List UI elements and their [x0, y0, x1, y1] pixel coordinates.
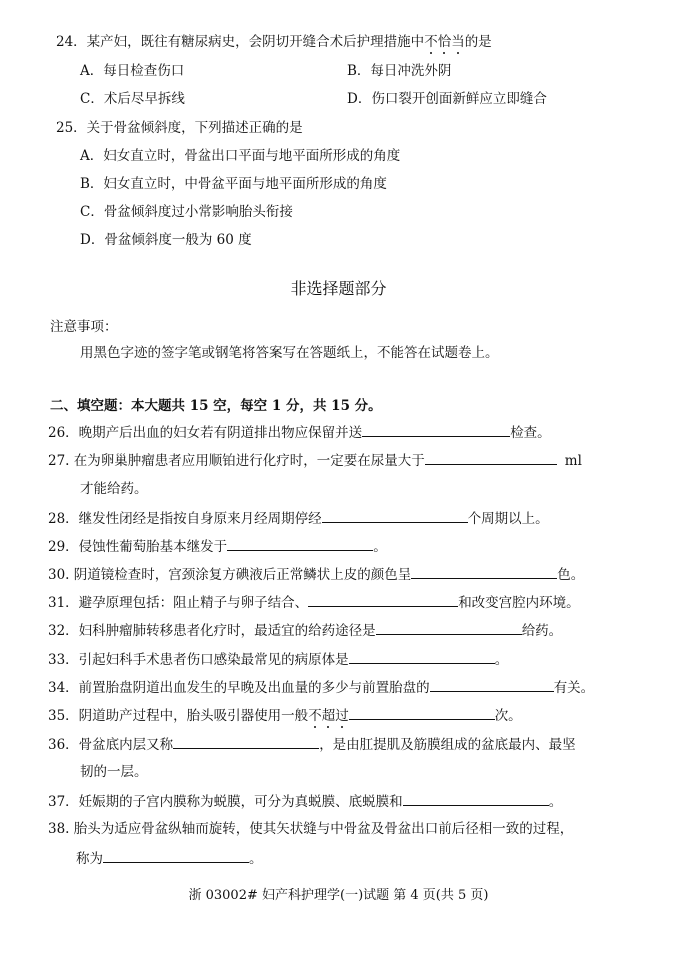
- answer-blank: [362, 423, 510, 437]
- emphasis-char: 不: [424, 34, 438, 50]
- q36-continued: 韧的一层。: [80, 764, 148, 780]
- answer-blank: [308, 593, 458, 607]
- q28: 28．继发性闭经是指按自身原来月经周期停经 个周期以上。: [48, 511, 549, 527]
- q24-option-a: A．每日检查伤口: [80, 63, 185, 79]
- q34: 34．前置胎盘阴道出血发生的早晚及出血量的多少与前置胎盘的 有关。: [48, 680, 595, 696]
- q25-stem: 25．关于骨盆倾斜度，下列描述正确的是: [56, 120, 303, 136]
- q32: 32．妇科肿瘤肺转移患者化疗时，最适宜的给药途径是 给药。: [48, 623, 563, 639]
- q26: 26．晚期产后出血的妇女若有阴道排出物应保留并送 检查。: [48, 425, 551, 441]
- answer-blank: [376, 621, 522, 635]
- section-title: 非选择题部分: [290, 279, 387, 298]
- q30: 30. 阴道镜检查时，宫颈涂复方碘液后正常鳞状上皮的颜色呈 色。: [48, 567, 585, 583]
- notice-label: 注意事项：: [50, 319, 118, 335]
- q27: 27. 在为卵巢肿瘤患者应用顺铂进行化疗时，一定要在尿量大于 ml: [48, 453, 582, 469]
- answer-blank: [227, 537, 373, 551]
- emphasis-char: 超: [321, 708, 336, 724]
- answer-blank: [411, 565, 557, 579]
- answer-blank: [425, 451, 557, 465]
- q24-stem: 24．某产妇，既往有糖尿病史，会阴切开缝合术后护理措施中不恰当的是: [56, 34, 492, 50]
- part2-header: 二、填空题：本大题共 15 空，每空 1 分，共 15 分。: [50, 398, 382, 414]
- q24-option-d: D．伤口裂开创面新鲜应立即缝合: [347, 91, 547, 107]
- q31: 31．避孕原理包括：阻止精子与卵子结合、 和改变宫腔内环境。: [48, 595, 580, 611]
- notice-text: 用黑色字迹的签字笔或钢笔将答案写在答题纸上，不能答在试题卷上。: [80, 345, 499, 361]
- emphasis-char: 恰: [437, 34, 452, 50]
- q29: 29．侵蚀性葡萄胎基本继发于 。: [48, 539, 387, 555]
- emphasis-char: 过: [335, 708, 349, 724]
- answer-blank: [173, 735, 319, 749]
- q25-option-a: A．妇女直立时，骨盆出口平面与地平面所形成的角度: [80, 148, 401, 164]
- emphasis-char: 当: [451, 34, 465, 50]
- q25-option-d: D．骨盆倾斜度一般为 60 度: [80, 232, 252, 248]
- answer-blank: [403, 792, 549, 806]
- q38: 38. 胎头为适应骨盆纵轴而旋转，使其矢状缝与中骨盆及骨盆出口前后径相一致的过程，: [48, 821, 574, 837]
- q38-continued: 称为 。: [76, 851, 263, 867]
- answer-blank: [103, 849, 249, 863]
- q25-option-c: C．骨盆倾斜度过小常影响胎头衔接: [80, 204, 293, 220]
- answer-blank: [349, 650, 495, 664]
- page-footer: 浙 03002# 妇产科护理学(一)试题 第 4 页(共 5 页): [188, 888, 489, 903]
- q24-option-c: C．术后尽早拆线: [80, 91, 185, 107]
- q36: 36．骨盆底内层又称 ，是由肛提肌及筋膜组成的盆底最内、最坚: [48, 737, 576, 753]
- answer-blank: [322, 509, 468, 523]
- q25-option-b: B．妇女直立时，中骨盆平面与地平面所形成的角度: [80, 176, 387, 192]
- q37: 37．妊娠期的子宫内膜称为蜕膜，可分为真蜕膜、底蜕膜和 。: [48, 794, 563, 810]
- answer-blank: [349, 706, 495, 720]
- q24-option-b: B．每日冲洗外阴: [347, 63, 452, 79]
- answer-blank: [430, 678, 554, 692]
- q27-continued: 才能给药。: [80, 481, 148, 497]
- q33: 33．引起妇科手术患者伤口感染最常见的病原体是 。: [48, 652, 509, 668]
- q35: 35．阴道助产过程中，胎头吸引器使用一般不超过 次。: [48, 708, 522, 724]
- emphasis-char: 不: [308, 708, 322, 724]
